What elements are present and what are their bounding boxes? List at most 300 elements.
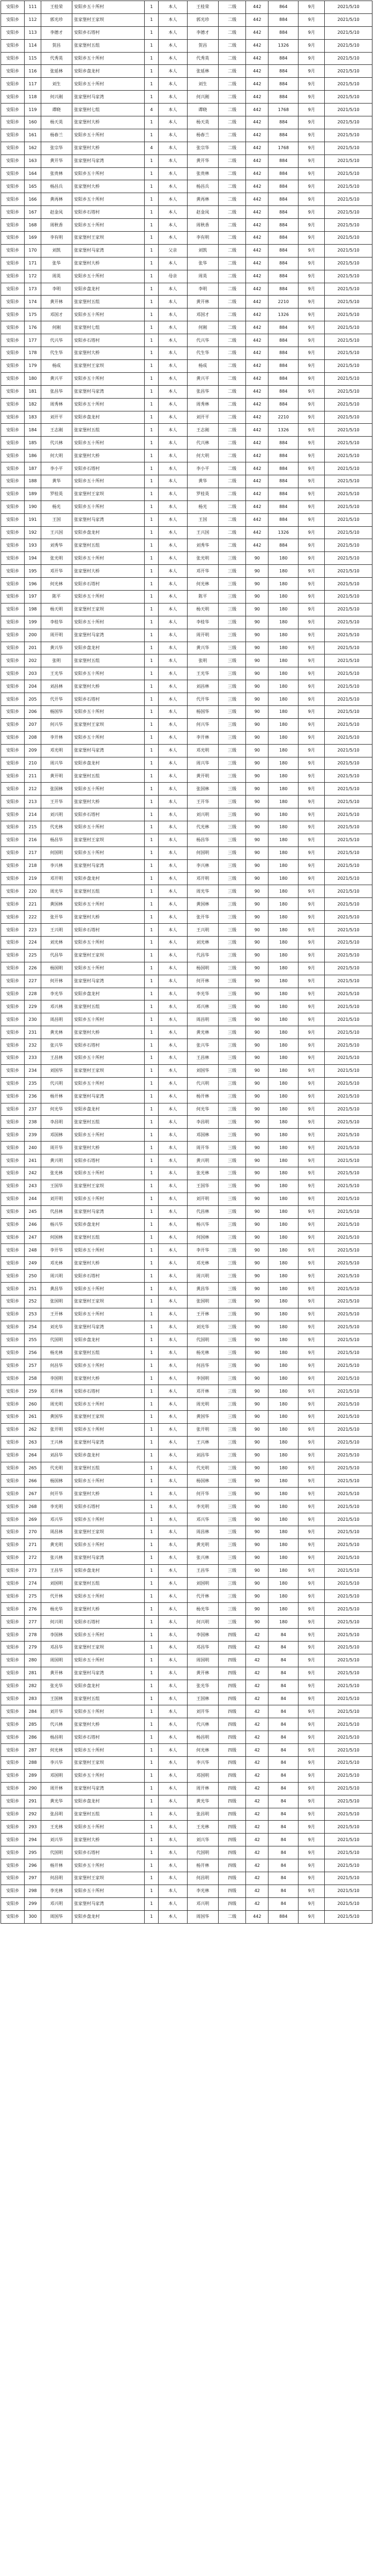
count-cell: 1 xyxy=(145,1551,159,1564)
payee-cell: 张国林 xyxy=(187,783,218,796)
date-cell: 2021/5/10 xyxy=(325,1410,372,1423)
count-cell: 1 xyxy=(145,872,159,885)
amount-cell: 180 xyxy=(268,1449,299,1462)
payee-cell: 王昌林 xyxy=(187,1052,218,1065)
level-cell: 三级 xyxy=(218,924,245,937)
count-cell: 1 xyxy=(145,1064,159,1077)
standard-cell: 90 xyxy=(246,590,268,603)
relation-cell: 本人 xyxy=(158,1167,187,1180)
serial-cell: 295 xyxy=(25,1846,41,1859)
relation-cell: 本人 xyxy=(158,975,187,988)
standard-cell: 42 xyxy=(246,1654,268,1667)
relation-cell: 本人 xyxy=(158,1654,187,1667)
serial-cell: 286 xyxy=(25,1731,41,1744)
town-cell: 安阳乡 xyxy=(1,1821,25,1834)
level-cell: 四级 xyxy=(218,1692,245,1705)
serial-cell: 185 xyxy=(25,437,41,450)
name-cell: 罗桂英 xyxy=(41,488,72,501)
amount-cell: 180 xyxy=(268,770,299,783)
count-cell: 1 xyxy=(145,180,159,193)
date-cell: 2021/5/10 xyxy=(325,1449,372,1462)
month-cell: 9月 xyxy=(299,1705,325,1718)
month-cell: 9月 xyxy=(299,91,325,104)
name-cell: 黄国林 xyxy=(41,898,72,911)
count-cell: 4 xyxy=(145,104,159,116)
month-cell: 9月 xyxy=(299,1270,325,1283)
town-cell: 安阳乡 xyxy=(1,1385,25,1398)
name-cell: 张光林 xyxy=(41,1167,72,1180)
count-cell: 1 xyxy=(145,654,159,667)
standard-cell: 90 xyxy=(246,1577,268,1590)
amount-cell: 180 xyxy=(268,898,299,911)
amount-cell: 180 xyxy=(268,847,299,859)
town-cell: 安阳乡 xyxy=(1,78,25,91)
amount-cell: 180 xyxy=(268,1077,299,1090)
town-cell: 安阳乡 xyxy=(1,334,25,347)
amount-cell: 1326 xyxy=(268,308,299,321)
serial-cell: 271 xyxy=(25,1539,41,1551)
relation-cell: 本人 xyxy=(158,1359,187,1372)
level-cell: 二级 xyxy=(218,39,245,52)
count-cell: 1 xyxy=(145,1564,159,1577)
level-cell: 三级 xyxy=(218,1142,245,1154)
standard-cell: 90 xyxy=(246,1551,268,1564)
payee-cell: 刘昌华 xyxy=(187,1449,218,1462)
address-cell: 安阳乡五十所村 xyxy=(72,1013,144,1026)
address-cell: 张家堡村五组 xyxy=(72,424,144,437)
date-cell: 2021/5/10 xyxy=(325,1795,372,1808)
count-cell: 1 xyxy=(145,1090,159,1103)
date-cell: 2021/5/10 xyxy=(325,1244,372,1257)
date-cell: 2021/5/10 xyxy=(325,450,372,462)
relation-cell: 本人 xyxy=(158,642,187,654)
serial-cell: 162 xyxy=(25,142,41,154)
town-cell: 安阳乡 xyxy=(1,962,25,975)
table-row xyxy=(1,1834,372,1846)
town-cell: 安阳乡 xyxy=(1,372,25,385)
count-cell: 1 xyxy=(145,539,159,552)
month-cell: 9月 xyxy=(299,296,325,308)
month-cell: 9月 xyxy=(299,718,325,731)
level-cell: 四级 xyxy=(218,1680,245,1692)
payee-cell: 李开林 xyxy=(187,731,218,744)
level-cell: 三级 xyxy=(218,705,245,718)
count-cell: 1 xyxy=(145,1231,159,1244)
table-row xyxy=(1,321,372,334)
month-cell: 9月 xyxy=(299,872,325,885)
date-cell: 2021/5/10 xyxy=(325,424,372,437)
address-cell: 张家堡村王家坝 xyxy=(72,1410,144,1423)
serial-cell: 177 xyxy=(25,334,41,347)
month-cell: 9月 xyxy=(299,1385,325,1398)
name-cell: 刘兴明 xyxy=(41,808,72,821)
payee-cell: 黄国林 xyxy=(187,898,218,911)
name-cell: 张兴华 xyxy=(41,1039,72,1052)
relation-cell: 本人 xyxy=(158,488,187,501)
serial-cell: 260 xyxy=(25,1398,41,1411)
date-cell: 2021/5/10 xyxy=(325,885,372,898)
date-cell: 2021/5/10 xyxy=(325,603,372,616)
count-cell: 1 xyxy=(145,1449,159,1462)
table-row xyxy=(1,1321,372,1334)
table-row xyxy=(1,1244,372,1257)
amount-cell: 180 xyxy=(268,1564,299,1577)
relation-cell: 本人 xyxy=(158,1744,187,1757)
date-cell: 2021/5/10 xyxy=(325,129,372,142)
payee-cell: 周开林 xyxy=(187,1782,218,1795)
count-cell: 1 xyxy=(145,616,159,629)
count-cell: 1 xyxy=(145,1616,159,1629)
address-cell: 安阳乡五十所村 xyxy=(72,129,144,142)
amount-cell: 180 xyxy=(268,1500,299,1513)
table-row xyxy=(1,167,372,180)
level-cell: 二级 xyxy=(218,232,245,245)
relation-cell: 本人 xyxy=(158,1551,187,1564)
standard-cell: 42 xyxy=(246,1757,268,1770)
table-row xyxy=(1,411,372,424)
relation-cell: 本人 xyxy=(158,1808,187,1821)
date-cell: 2021/5/10 xyxy=(325,1692,372,1705)
table-row xyxy=(1,1270,372,1283)
payee-cell: 黄兴平 xyxy=(187,372,218,385)
address-cell: 张家堡村王家坝 xyxy=(72,1642,144,1654)
address-cell: 安阳乡五十所村 xyxy=(72,1129,144,1142)
count-cell: 1 xyxy=(145,283,159,296)
date-cell: 2021/5/10 xyxy=(325,1642,372,1654)
date-cell: 2021/5/10 xyxy=(325,565,372,578)
name-cell: 杨光 xyxy=(41,501,72,513)
serial-cell: 261 xyxy=(25,1410,41,1423)
town-cell: 安阳乡 xyxy=(1,975,25,988)
count-cell: 1 xyxy=(145,219,159,232)
payee-cell: 刘兴明 xyxy=(187,808,218,821)
table-row xyxy=(1,1488,372,1500)
standard-cell: 442 xyxy=(246,39,268,52)
payee-cell: 张宗华 xyxy=(187,142,218,154)
table-row xyxy=(1,78,372,91)
town-cell: 安阳乡 xyxy=(1,1885,25,1897)
table-row xyxy=(1,116,372,129)
date-cell: 2021/5/10 xyxy=(325,65,372,78)
table-row xyxy=(1,13,372,26)
count-cell: 1 xyxy=(145,1308,159,1321)
relation-cell: 本人 xyxy=(158,616,187,629)
relation-cell: 本人 xyxy=(158,911,187,924)
relation-cell: 本人 xyxy=(158,1398,187,1411)
level-cell: 二级 xyxy=(218,424,245,437)
date-cell: 2021/5/10 xyxy=(325,667,372,680)
count-cell: 1 xyxy=(145,1385,159,1398)
relation-cell: 本人 xyxy=(158,1385,187,1398)
table-row xyxy=(1,1283,372,1296)
payee-cell: 张光华 xyxy=(187,1680,218,1692)
payee-cell: 黄华 xyxy=(187,475,218,488)
name-cell: 何光林 xyxy=(41,578,72,591)
relation-cell: 本人 xyxy=(158,1885,187,1897)
address-cell: 安阳乡石塔村 xyxy=(72,462,144,475)
table-row xyxy=(1,488,372,501)
count-cell: 1 xyxy=(145,859,159,872)
month-cell: 9月 xyxy=(299,1334,325,1346)
standard-cell: 442 xyxy=(246,52,268,65)
table-row xyxy=(1,1731,372,1744)
count-cell: 1 xyxy=(145,129,159,142)
date-cell: 2021/5/10 xyxy=(325,988,372,1000)
count-cell: 1 xyxy=(145,526,159,539)
date-cell: 2021/5/10 xyxy=(325,1218,372,1231)
standard-cell: 90 xyxy=(246,1295,268,1308)
month-cell: 9月 xyxy=(299,1346,325,1359)
level-cell: 三级 xyxy=(218,1257,245,1270)
standard-cell: 90 xyxy=(246,1462,268,1475)
amount-cell: 884 xyxy=(268,334,299,347)
name-cell: 刘光华 xyxy=(41,1321,72,1334)
month-cell: 9月 xyxy=(299,667,325,680)
address-cell: 安阳乡五十所村 xyxy=(72,1744,144,1757)
count-cell: 1 xyxy=(145,1436,159,1449)
amount-cell: 884 xyxy=(268,91,299,104)
payee-cell: 代光林 xyxy=(187,821,218,834)
relation-cell: 本人 xyxy=(158,1910,187,1923)
table-row xyxy=(1,949,372,962)
count-cell: 1 xyxy=(145,1782,159,1795)
payee-cell: 何大明 xyxy=(187,450,218,462)
relation-cell: 本人 xyxy=(158,1193,187,1205)
amount-cell: 884 xyxy=(268,437,299,450)
address-cell: 张家堡村大桥 xyxy=(72,347,144,360)
serial-cell: 192 xyxy=(25,526,41,539)
payee-cell: 何兴明 xyxy=(187,1616,218,1629)
name-cell: 张贵林 xyxy=(41,167,72,180)
standard-cell: 90 xyxy=(246,654,268,667)
table-row xyxy=(1,1436,372,1449)
date-cell: 2021/5/10 xyxy=(325,1616,372,1629)
name-cell: 刘凯 xyxy=(41,244,72,257)
address-cell: 张家堡村王家坝 xyxy=(72,488,144,501)
name-cell: 李桂华 xyxy=(41,616,72,629)
serial-cell: 258 xyxy=(25,1372,41,1385)
count-cell: 1 xyxy=(145,1410,159,1423)
name-cell: 王国林 xyxy=(41,1692,72,1705)
amount-cell: 884 xyxy=(268,13,299,26)
relation-cell: 本人 xyxy=(158,1129,187,1142)
payee-cell: 杨开林 xyxy=(187,1090,218,1103)
name-cell: 周光华 xyxy=(41,885,72,898)
month-cell: 9月 xyxy=(299,1193,325,1205)
amount-cell: 84 xyxy=(268,1795,299,1808)
level-cell: 四级 xyxy=(218,1769,245,1782)
name-cell: 代国明 xyxy=(41,1846,72,1859)
standard-cell: 90 xyxy=(246,705,268,718)
standard-cell: 90 xyxy=(246,911,268,924)
address-cell: 张家堡村大桥 xyxy=(72,116,144,129)
level-cell: 二级 xyxy=(218,462,245,475)
relation-cell: 本人 xyxy=(158,1154,187,1167)
standard-cell: 442 xyxy=(246,398,268,411)
address-cell: 安阳乡五十所村 xyxy=(72,1244,144,1257)
level-cell: 二级 xyxy=(218,78,245,91)
date-cell: 2021/5/10 xyxy=(325,91,372,104)
month-cell: 9月 xyxy=(299,1539,325,1551)
address-cell: 张家堡村大桥 xyxy=(72,565,144,578)
address-cell: 安阳乡石塔村 xyxy=(72,1385,144,1398)
standard-cell: 90 xyxy=(246,1436,268,1449)
count-cell: 1 xyxy=(145,52,159,65)
town-cell: 安阳乡 xyxy=(1,1218,25,1231)
amount-cell: 884 xyxy=(268,475,299,488)
name-cell: 杨兴华 xyxy=(41,1218,72,1231)
table-row xyxy=(1,1551,372,1564)
table-row xyxy=(1,898,372,911)
payee-cell: 李兴林 xyxy=(187,859,218,872)
name-cell: 周开华 xyxy=(41,1142,72,1154)
name-cell: 代光明 xyxy=(41,1462,72,1475)
serial-cell: 180 xyxy=(25,372,41,385)
table-row xyxy=(1,1744,372,1757)
table-row xyxy=(1,1718,372,1731)
standard-cell: 90 xyxy=(246,783,268,796)
standard-cell: 90 xyxy=(246,552,268,565)
name-cell: 杨国林 xyxy=(41,1475,72,1488)
table-row xyxy=(1,552,372,565)
level-cell: 三级 xyxy=(218,1372,245,1385)
table-row xyxy=(1,1410,372,1423)
serial-cell: 280 xyxy=(25,1654,41,1667)
level-cell: 二级 xyxy=(218,154,245,167)
standard-cell: 90 xyxy=(246,718,268,731)
payee-cell: 代兴林 xyxy=(187,1718,218,1731)
level-cell: 三级 xyxy=(218,872,245,885)
serial-cell: 257 xyxy=(25,1359,41,1372)
month-cell: 9月 xyxy=(299,949,325,962)
name-cell: 何开华 xyxy=(41,1488,72,1500)
serial-cell: 276 xyxy=(25,1603,41,1616)
date-cell: 2021/5/10 xyxy=(325,1885,372,1897)
serial-cell: 166 xyxy=(25,193,41,206)
count-cell: 1 xyxy=(145,1475,159,1488)
month-cell: 9月 xyxy=(299,1859,325,1872)
name-cell: 周开明 xyxy=(41,629,72,642)
name-cell: 何昌明 xyxy=(41,1872,72,1885)
level-cell: 四级 xyxy=(218,1629,245,1642)
month-cell: 9月 xyxy=(299,911,325,924)
level-cell: 二级 xyxy=(218,437,245,450)
level-cell: 三级 xyxy=(218,834,245,847)
standard-cell: 90 xyxy=(246,1372,268,1385)
standard-cell: 90 xyxy=(246,744,268,757)
payee-cell: 邓光明 xyxy=(187,744,218,757)
address-cell: 张家堡村马家湾 xyxy=(72,154,144,167)
payee-cell: 刘兴华 xyxy=(187,1834,218,1846)
level-cell: 四级 xyxy=(218,1846,245,1859)
serial-cell: 291 xyxy=(25,1795,41,1808)
address-cell: 安阳乡盘龙村 xyxy=(72,1564,144,1577)
standard-cell: 442 xyxy=(246,347,268,360)
month-cell: 9月 xyxy=(299,347,325,360)
date-cell: 2021/5/10 xyxy=(325,1167,372,1180)
date-cell: 2021/5/10 xyxy=(325,308,372,321)
address-cell: 安阳乡五十所村 xyxy=(72,78,144,91)
count-cell: 1 xyxy=(145,1859,159,1872)
relation-cell: 本人 xyxy=(158,321,187,334)
relation-cell: 本人 xyxy=(158,1718,187,1731)
table-row xyxy=(1,1026,372,1039)
relation-cell: 本人 xyxy=(158,1680,187,1692)
amount-cell: 84 xyxy=(268,1808,299,1821)
serial-cell: 232 xyxy=(25,1039,41,1052)
count-cell: 1 xyxy=(145,885,159,898)
payee-cell: 杨光 xyxy=(187,501,218,513)
table-row xyxy=(1,1359,372,1372)
serial-cell: 230 xyxy=(25,1013,41,1026)
name-cell: 黄开明 xyxy=(41,770,72,783)
standard-cell: 42 xyxy=(246,1629,268,1642)
date-cell: 2021/5/10 xyxy=(325,1077,372,1090)
address-cell: 张家堡村王家坝 xyxy=(72,13,144,26)
date-cell: 2021/5/10 xyxy=(325,513,372,526)
date-cell: 2021/5/10 xyxy=(325,1757,372,1770)
relation-cell: 本人 xyxy=(158,744,187,757)
level-cell: 二级 xyxy=(218,193,245,206)
level-cell: 三级 xyxy=(218,975,245,988)
month-cell: 9月 xyxy=(299,1308,325,1321)
address-cell: 张家堡村大桥 xyxy=(72,1372,144,1385)
table-row xyxy=(1,206,372,219)
month-cell: 9月 xyxy=(299,770,325,783)
count-cell: 1 xyxy=(145,1218,159,1231)
payee-cell: 刘光林 xyxy=(187,937,218,950)
address-cell: 张家堡村马家湾 xyxy=(72,1897,144,1910)
month-cell: 9月 xyxy=(299,513,325,526)
address-cell: 安阳乡五十所村 xyxy=(72,898,144,911)
name-cell: 黄再林 xyxy=(41,193,72,206)
table-row xyxy=(1,1654,372,1667)
relation-cell: 本人 xyxy=(158,257,187,270)
month-cell: 9月 xyxy=(299,142,325,154)
payee-cell: 王兴林 xyxy=(187,1436,218,1449)
count-cell: 1 xyxy=(145,39,159,52)
count-cell: 1 xyxy=(145,705,159,718)
table-row xyxy=(1,770,372,783)
date-cell: 2021/5/10 xyxy=(325,1270,372,1283)
serial-cell: 215 xyxy=(25,821,41,834)
town-cell: 安阳乡 xyxy=(1,1295,25,1308)
date-cell: 2021/5/10 xyxy=(325,1180,372,1193)
date-cell: 2021/5/10 xyxy=(325,437,372,450)
count-cell: 1 xyxy=(145,1039,159,1052)
payee-cell: 刘开平 xyxy=(187,411,218,424)
month-cell: 9月 xyxy=(299,1462,325,1475)
standard-cell: 442 xyxy=(246,308,268,321)
standard-cell: 90 xyxy=(246,1205,268,1218)
payee-cell: 王志刚 xyxy=(187,424,218,437)
relation-cell: 本人 xyxy=(158,1436,187,1449)
date-cell: 2021/5/10 xyxy=(325,898,372,911)
payee-cell: 王开林 xyxy=(187,1308,218,1321)
month-cell: 9月 xyxy=(299,693,325,706)
amount-cell: 180 xyxy=(268,834,299,847)
table-row xyxy=(1,1897,372,1910)
count-cell: 1 xyxy=(145,1846,159,1859)
payee-cell: 周国华 xyxy=(187,1910,218,1923)
table-row xyxy=(1,142,372,154)
amount-cell: 884 xyxy=(268,372,299,385)
payee-cell: 李兴华 xyxy=(187,1757,218,1770)
address-cell: 安阳乡五十所村 xyxy=(72,167,144,180)
address-cell: 安阳乡五十所村 xyxy=(72,1859,144,1872)
name-cell: 邓开华 xyxy=(41,565,72,578)
count-cell: 1 xyxy=(145,1667,159,1680)
